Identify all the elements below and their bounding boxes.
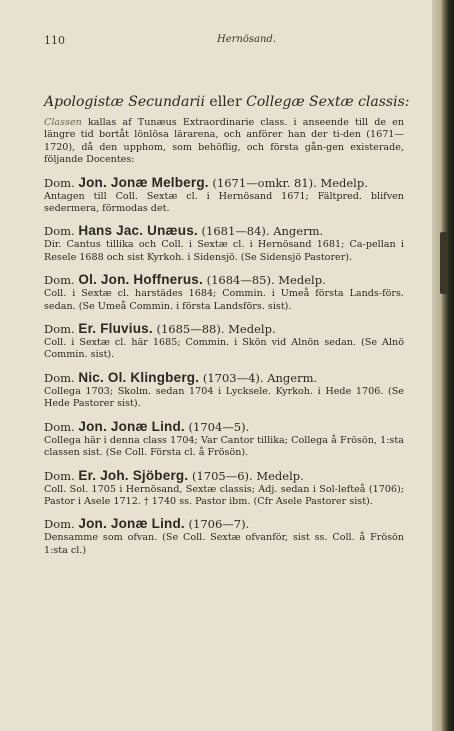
section-title-latin-2: Collegæ Sextæ classis:: [246, 94, 410, 110]
list-item: [44, 468, 404, 509]
entry-origin: Angerm.: [267, 370, 318, 385]
entry-heading: [44, 419, 404, 435]
entry-prefix: Dom.: [44, 517, 75, 532]
section-title-latin: Apologistæ Secundarii: [44, 94, 205, 110]
list-item: [44, 419, 404, 460]
intro-paragraph: [44, 117, 404, 167]
entry-origin: Angerm.: [273, 224, 324, 239]
entry-body: Antagen till Coll. Sextæ cl. i Hernösand 1671; Fältpred. blifven sedermera, förmodas det.: [44, 190, 404, 215]
section-title: [44, 94, 410, 110]
entry-body: Collega här i denna class 1704; Var Cantor tillika; Collega å Frösön, 1:sta classen sist. (Se Coll. Första cl. å Frösön).: [44, 434, 404, 459]
entry-years: (1671—omkr. 81).: [212, 175, 317, 190]
entry-name: Jon. Jonæ Lind.: [78, 418, 185, 434]
entry-body: Coll. Sol. 1705 i Hernösand, Sextæ classis; Adj. sedan i Sol-lefteå (1706); Pastor i Asele 1712. † 1740 ss. Pastor ibm. (Cfr Asele Pastorer sist).: [44, 483, 404, 507]
entry-prefix: Dom.: [44, 468, 75, 483]
page-number: 110: [44, 34, 65, 47]
entry-heading: [44, 175, 404, 191]
entry-heading: [44, 223, 404, 239]
entry-origin: Medelp.: [256, 468, 304, 483]
entry-heading: [44, 468, 404, 484]
entry-years: (1681—84).: [201, 224, 270, 239]
entry-body: Dir. Cantus tillika och Coll. i Sextæ cl. i Hernösand 1681; Ca-pellan i Resele 1688 och sist Kyrkoh. i Sidensjö. (Se Sidensjö Pastorer).: [44, 239, 404, 263]
entry-prefix: Dom.: [44, 175, 75, 190]
entry-name: Jon. Jonæ Melberg.: [78, 174, 209, 190]
entry-list: [44, 175, 404, 558]
running-head: Hernösand.: [217, 34, 276, 45]
entry-heading: [44, 516, 404, 532]
list-item: [44, 223, 404, 264]
intro-lead: Classen: [44, 117, 82, 128]
entry-years: (1704—5).: [188, 419, 250, 434]
entry-heading: [44, 321, 404, 337]
entry-prefix: Dom.: [44, 322, 75, 337]
entry-body: Coll. i Sextæ cl. här 1685; Commin. i Skön vid Alnön sedan. (Se Alnö Commin. sist).: [44, 337, 404, 361]
list-item: [44, 516, 404, 557]
section-title-connector: eller: [204, 94, 247, 110]
list-item: [44, 175, 404, 216]
entry-name: Jon. Jonæ Lind.: [78, 516, 185, 532]
list-item: [44, 272, 404, 313]
entry-years: (1703—4).: [202, 370, 264, 385]
entry-prefix: Dom.: [44, 224, 75, 239]
entry-heading: [44, 370, 404, 386]
entry-prefix: Dom.: [44, 419, 75, 434]
book-spine: [432, 0, 454, 731]
entry-body: Coll. i Sextæ cl. harstädes 1684; Commin. i Umeå första Lands-förs. sedan. (Se Umeå Commin. i första Landsförs. sist).: [44, 288, 404, 312]
entry-name: Hans Jac. Unæus.: [78, 223, 198, 239]
list-item: [44, 370, 404, 411]
page-header: [44, 34, 402, 50]
page-content: [44, 94, 410, 557]
entry-name: Er. Joh. Sjöberg.: [78, 467, 189, 483]
entry-years: (1706—7).: [188, 517, 250, 532]
entry-body: Collega 1703; Skolm. sedan 1704 i Lycksele. Kyrkoh. i Hede 1706. (Se Hede Pastorer sist).: [44, 385, 404, 410]
entry-name: Ol. Jon. Hoffnerus.: [78, 272, 203, 288]
entry-prefix: Dom.: [44, 370, 75, 385]
entry-body: Densamme som ofvan. (Se Coll. Sextæ ofvanför, sist ss. Coll. å Frösön 1:sta cl.): [44, 532, 404, 556]
entry-name: Er. Fluvius.: [78, 321, 153, 337]
entry-heading: [44, 272, 404, 288]
entry-name: Nic. Ol. Klingberg.: [78, 369, 200, 385]
intro-text: kallas af Tunæus Extraordinarie class. i anseende till de en längre tid bortåt lönlösa lärarena, och anförer han der ti-den (1671—1720), då den upphom, som behöflig, och första gån-gen existerade, följande Docentes:: [44, 117, 404, 166]
spine-tab: [440, 232, 448, 294]
entry-years: (1684—85).: [206, 273, 275, 288]
entry-origin: Medelp.: [320, 175, 368, 190]
entry-years: (1705—6).: [191, 468, 253, 483]
entry-prefix: Dom.: [44, 273, 75, 288]
list-item: [44, 321, 404, 362]
entry-years: (1685—88).: [156, 322, 225, 337]
entry-origin: Medelp.: [278, 273, 326, 288]
entry-origin: Medelp.: [228, 322, 276, 337]
